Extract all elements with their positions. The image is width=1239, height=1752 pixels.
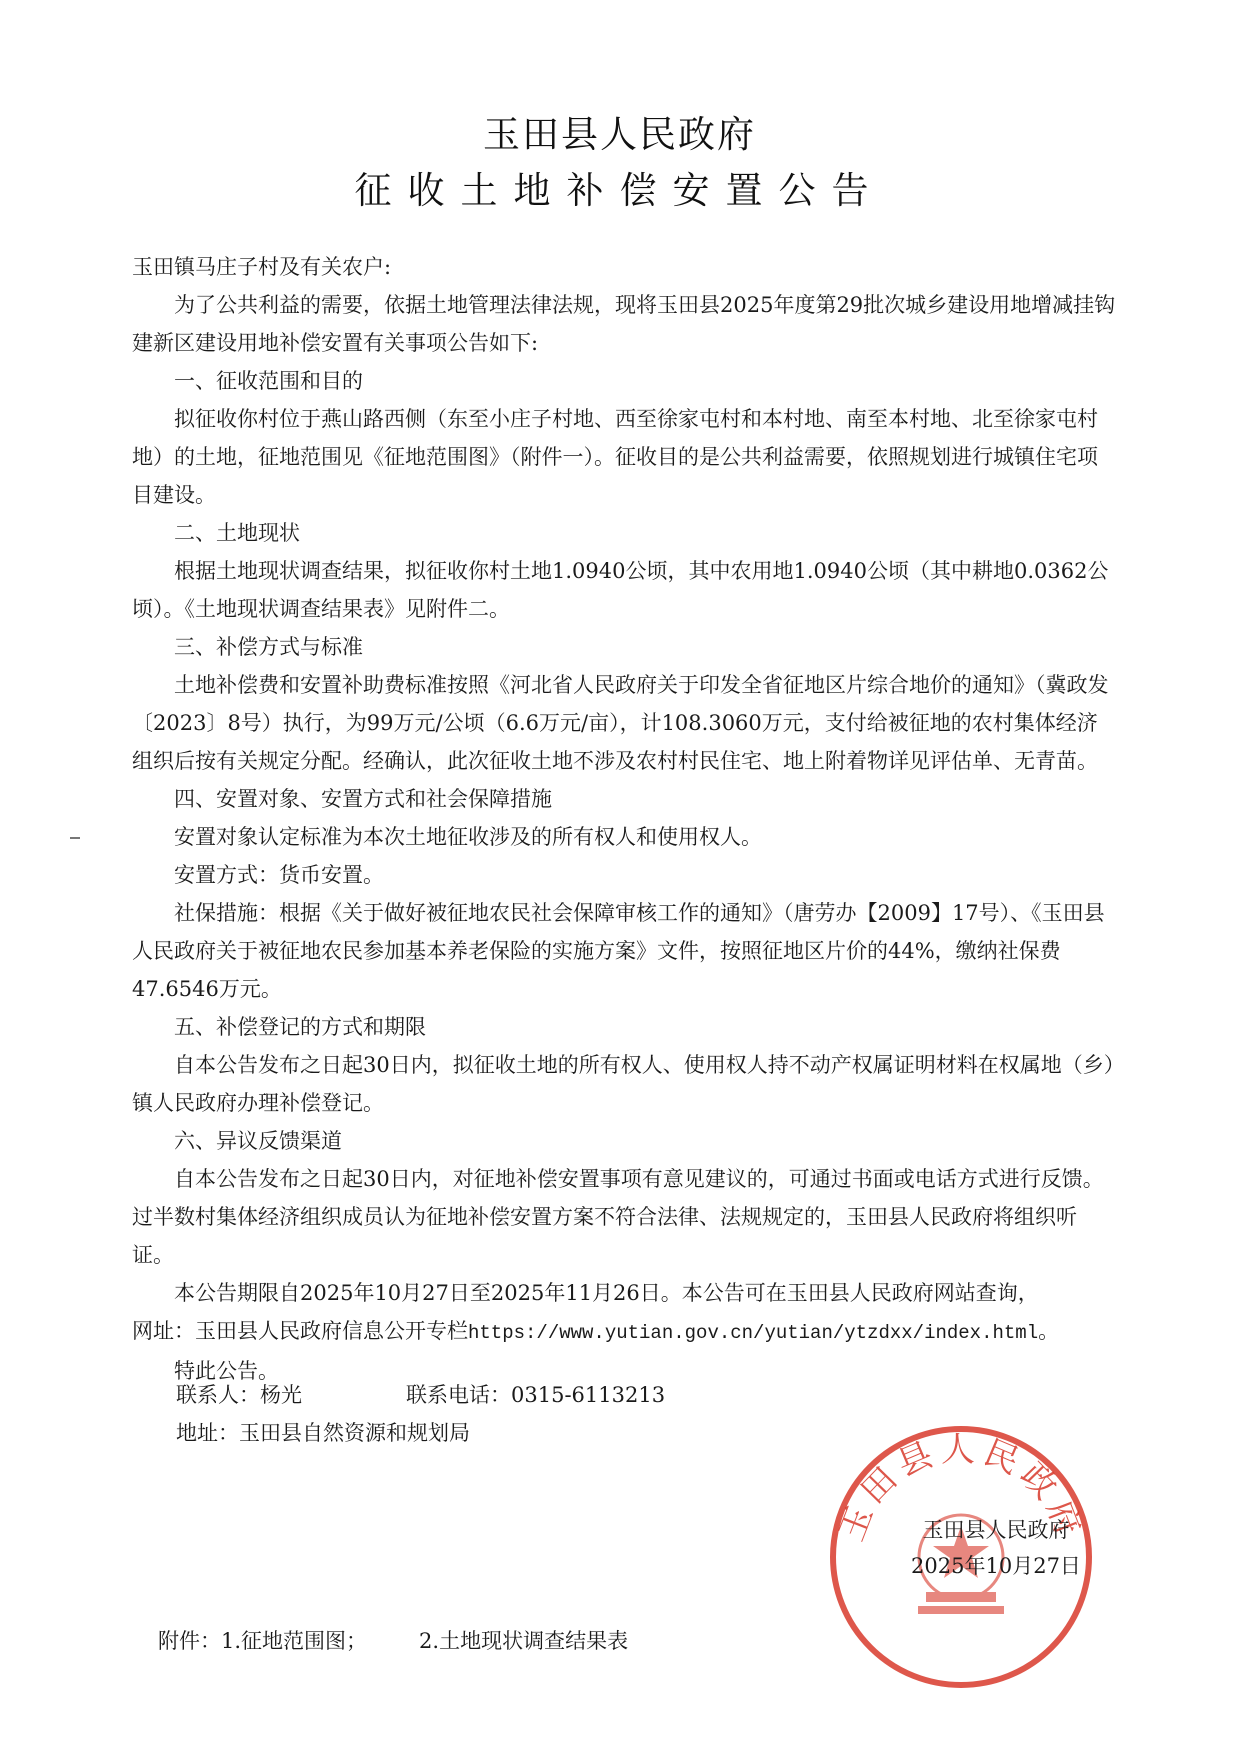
attachment-2: 2.土地现状调查结果表 (419, 1629, 629, 1653)
section-4-paragraph-3: 社保措施：根据《关于做好被征地农民社会保障审核工作的通知》（唐劳办【2009】17号）、《玉田县人民政府关于被征地农民参加基本养老保险的实施方案》文件，按照征地区片价的44%，缴纳社保费47.6546万元。 (132, 901, 1105, 1001)
attachments-line (158, 1622, 1058, 1660)
section-3-heading: 三、补偿方式与标准 (174, 635, 363, 659)
website-prefix: 网址：玉田县人民政府信息公开专栏 (132, 1319, 468, 1343)
notice-body (132, 248, 1117, 1390)
contact-person: 杨光 (260, 1383, 302, 1407)
closing-statement: 特此公告。 (174, 1359, 279, 1383)
issuer-title: 玉田县人民政府 (483, 113, 756, 156)
contact-row (176, 1376, 976, 1414)
section-2-paragraph: 根据土地现状调查结果，拟征收你村土地1.0940公顷，其中农用地1.0940公顷（其中耕地0.0362公顷）。《土地现状调查结果表》见附件二。 (132, 559, 1109, 621)
section-6-paragraph: 自本公告发布之日起30日内，对征地补偿安置事项有意见建议的，可通过书面或电话方式进行反馈。过半数村集体经济组织成员认为征地补偿安置方案不符合法律、法规规定的，玉田县人民政府将组织听证。 (132, 1167, 1104, 1267)
website-link[interactable]: https://www.yutian.gov.cn/yutian/ytzdxx/index.html (468, 1322, 1039, 1344)
signature-issuer: 玉田县人民政府 (922, 1518, 1070, 1542)
address-value: 玉田县自然资源和规划局 (239, 1421, 470, 1445)
attachment-1: 1.征地范围图； (221, 1629, 368, 1653)
section-2-heading: 二、土地现状 (174, 521, 300, 545)
website-suffix: 。 (1038, 1319, 1060, 1343)
contact-phone-label: 联系电话： (406, 1383, 511, 1407)
section-6-heading: 六、异议反馈渠道 (174, 1129, 342, 1153)
signature-block (876, 1512, 1116, 1584)
section-5-paragraph: 自本公告发布之日起30日内，拟征收土地的所有权人、使用权人持不动产权属证明材料在权属地（乡）镇人民政府办理补偿登记。 (132, 1053, 1115, 1115)
section-4-paragraph-2: 安置方式：货币安置。 (174, 863, 384, 887)
section-4-heading: 四、安置对象、安置方式和社会保障措施 (174, 787, 552, 811)
notice-title: 征收土地补偿安置公告 (354, 169, 885, 212)
address-label: 地址： (176, 1421, 239, 1445)
section-1-paragraph: 拟征收你村位于燕山路西侧（东至小庄子村地、西至徐家屯村和本村地、南至本村地、北至徐家屯村地）的土地，征地范围见《征地范围图》（附件一）。征收目的是公共利益需要，依照规划进行城镇住宅项目建设。 (132, 407, 1098, 507)
signature-date: 2025年10月27日 (911, 1554, 1081, 1578)
intro-paragraph: 为了公共利益的需要，依据土地管理法律法规，现将玉田县2025年度第29批次城乡建设用地增减挂钩建新区建设用地补偿安置有关事项公告如下: (132, 293, 1116, 355)
section-5-heading: 五、补偿登记的方式和期限 (174, 1015, 426, 1039)
attachments-label: 附件： (158, 1629, 221, 1653)
section-1-heading: 一、征收范围和目的 (174, 369, 363, 393)
section-3-paragraph: 土地补偿费和安置补助费标准按照《河北省人民政府关于印发全省征地区片综合地价的通知》（冀政发〔2023〕8号）执行，为99万元/公顷（6.6万元/亩），计108.3060万元，支付给被征地的农村集体经济组织后按有关规定分配。经确认，此次征收土地不涉及农村村民住宅、地上附着物详见评估单、无青苗。 (132, 673, 1109, 773)
contact-phone: 0315-6113213 (511, 1383, 666, 1407)
contact-person-label: 联系人： (176, 1383, 260, 1407)
closing-period: 本公告期限自2025年10月27日至2025年11月26日。本公告可在玉田县人民政府网站查询， (174, 1281, 1039, 1305)
scan-mark (70, 837, 80, 839)
section-4-paragraph-1: 安置对象认定标准为本次土地征收涉及的所有权人和使用权人。 (174, 825, 762, 849)
recipient-line: 玉田镇马庄子村及有关农户: (132, 255, 392, 279)
website-line (132, 1312, 1117, 1352)
seal-text: 玉田县人民政府 (831, 1429, 1091, 1547)
